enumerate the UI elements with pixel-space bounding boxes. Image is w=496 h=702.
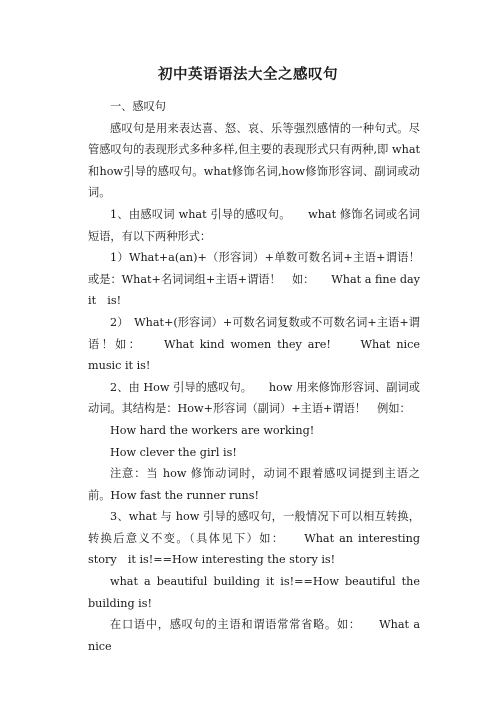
example-sentence: what a beautiful building it is!==How beautiful the building is!: [88, 575, 420, 610]
paragraph-spoken: 在口语中，感叹句的主语和谓语常常省略。如： What a nice: [88, 618, 420, 653]
document-body: [88, 96, 432, 657]
paragraph-conversion: 3、what 与 how 引导的感叹句，一般情况下可以相互转换，转换后意义不变。（具体见下）如： What an interesting story it is!==How interesting the story is!: [88, 510, 420, 567]
paragraph-how-heading: 2、由 How 引导的感叹句。 how 用来修饰形容词、副词或动词。其结构是：How+形容词（副词）+主语+谓语！ 例如：: [88, 380, 420, 416]
example-sentence: How hard the workers are working!: [110, 423, 315, 437]
paragraph-what-form-2: 2） What+(形容词）+可数名词复数或不可数名词+主语+谓语！如： What kind women they are! What nice music it is!: [88, 315, 432, 373]
paragraph-what-heading: 1、由感叹词 what 引导的感叹句。 what 修饰名词或名词短语，有以下两种形式：: [88, 207, 420, 243]
example-sentence: How clever the girl is!: [110, 445, 237, 459]
section-heading: 一、感叹句: [110, 100, 166, 113]
paragraph-what-form-1: 1）What+a(an)+（形容词）+单数可数名词+主语+谓语！或是：What+名词词组+主语+谓语！ 如： What a fine day it is!: [88, 251, 420, 308]
document-title: 初中英语语法大全之感叹句: [158, 66, 338, 83]
paragraph-intro: 感叹句是用来表达喜、怒、哀、乐等强烈感情的一种句式。尽管感叹句的表现形式多种多样,但主要的表现形式只有两种,即 what 和how引导的感叹句。what修饰名词,how修饰形容词、副词或动词。: [88, 121, 420, 200]
paragraph-note: 注意：当 how 修饰动词时，动词不跟着感叹词提到主语之前。How fast the runner runs!: [88, 467, 420, 502]
